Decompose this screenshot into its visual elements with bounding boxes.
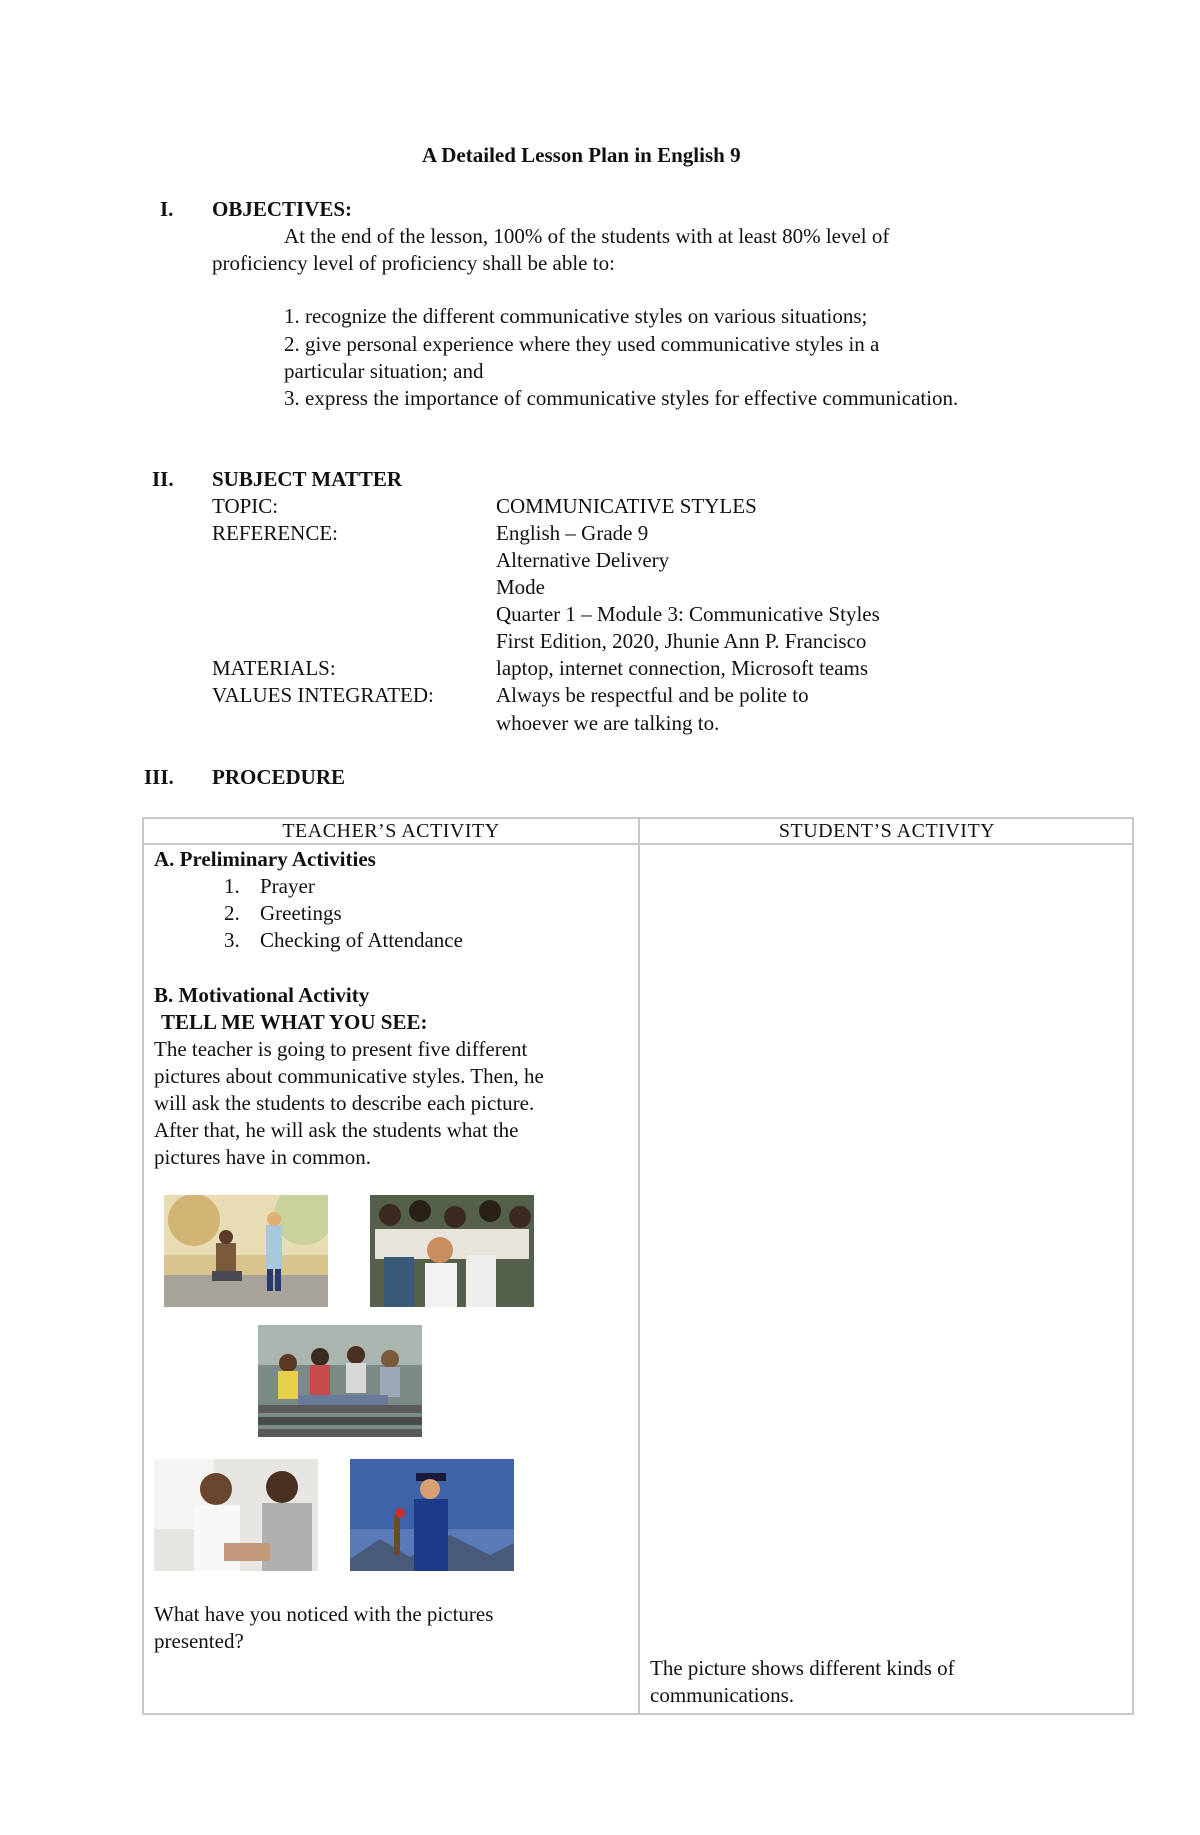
objective-item: 1. recognize the different communicative styles on various situations;	[284, 304, 868, 328]
preliminary-item-number: 1.	[224, 874, 240, 898]
graduation-speech-picture	[350, 1459, 514, 1571]
objective-item: 3. express the importance of communicative styles for effective communication.	[284, 386, 959, 410]
motivational-text-line: pictures have in common.	[154, 1145, 371, 1169]
objective-item: 2. give personal experience where they used communicative styles in a	[284, 332, 880, 356]
student-answer-line: communications.	[650, 1683, 795, 1707]
motivational-subheading: TELL ME WHAT YOU SEE:	[161, 1010, 428, 1034]
doctor-patient-picture	[154, 1459, 318, 1571]
objectives-heading: OBJECTIVES:	[212, 197, 353, 221]
materials-value: laptop, internet connection, Microsoft teams	[496, 656, 869, 680]
values-line: whoever we are talking to.	[496, 711, 720, 735]
proposal-couple-picture	[164, 1195, 328, 1307]
procedure-table	[142, 817, 1134, 1715]
objectives-intro-line-2: proficiency level of proficiency shall be able to:	[212, 251, 615, 275]
objectives-intro-line-1: At the end of the lesson, 100% of the students with at least 80% level of	[284, 224, 890, 248]
reference-label: REFERENCE:	[212, 521, 339, 545]
column-divider	[638, 819, 640, 1713]
subject-matter-numeral: II.	[152, 467, 174, 491]
motivational-text-line: After that, he will ask the students what the	[154, 1118, 519, 1142]
preliminary-item: Greetings	[260, 901, 342, 925]
motivational-text-line: pictures about communicative styles. Then, he	[154, 1064, 544, 1088]
student-activity-header: STUDENT’S ACTIVITY	[778, 820, 996, 842]
values-label: VALUES INTEGRATED:	[212, 683, 434, 707]
preliminary-heading: A. Preliminary Activities	[154, 847, 376, 871]
reference-line: Alternative Delivery	[496, 548, 670, 572]
motivational-text-line: will ask the students to describe each picture.	[154, 1091, 535, 1115]
preliminary-item-number: 2.	[224, 901, 240, 925]
teacher-activity-header: TEACHER’S ACTIVITY	[282, 820, 500, 842]
topic-label: TOPIC:	[212, 494, 279, 518]
document-title: A Detailed Lesson Plan in English 9	[422, 143, 741, 167]
objective-item-continuation: particular situation; and	[284, 359, 484, 383]
friends-talking-picture	[258, 1325, 422, 1437]
reference-line: Quarter 1 – Module 3: Communicative Styles	[496, 602, 880, 626]
motivational-heading: B. Motivational Activity	[154, 983, 370, 1007]
topic-value: COMMUNICATIVE STYLES	[496, 494, 757, 518]
reference-line: English – Grade 9	[496, 521, 649, 545]
objectives-numeral: I.	[160, 197, 174, 221]
question-line: presented?	[154, 1629, 244, 1653]
procedure-heading: PROCEDURE	[212, 765, 346, 789]
students-praying-picture	[370, 1195, 534, 1307]
reference-line: First Edition, 2020, Jhunie Ann P. Francisco	[496, 629, 867, 653]
reference-line: Mode	[496, 575, 545, 599]
materials-label: MATERIALS:	[212, 656, 336, 680]
preliminary-item: Prayer	[260, 874, 315, 898]
question-line: What have you noticed with the pictures	[154, 1602, 494, 1626]
preliminary-item: Checking of Attendance	[260, 928, 463, 952]
motivational-text-line: The teacher is going to present five different	[154, 1037, 528, 1061]
student-answer-line: The picture shows different kinds of	[650, 1656, 955, 1680]
preliminary-item-number: 3.	[224, 928, 240, 952]
subject-matter-heading: SUBJECT MATTER	[212, 467, 403, 491]
procedure-numeral: III.	[144, 765, 174, 789]
values-line: Always be respectful and be polite to	[496, 683, 809, 707]
